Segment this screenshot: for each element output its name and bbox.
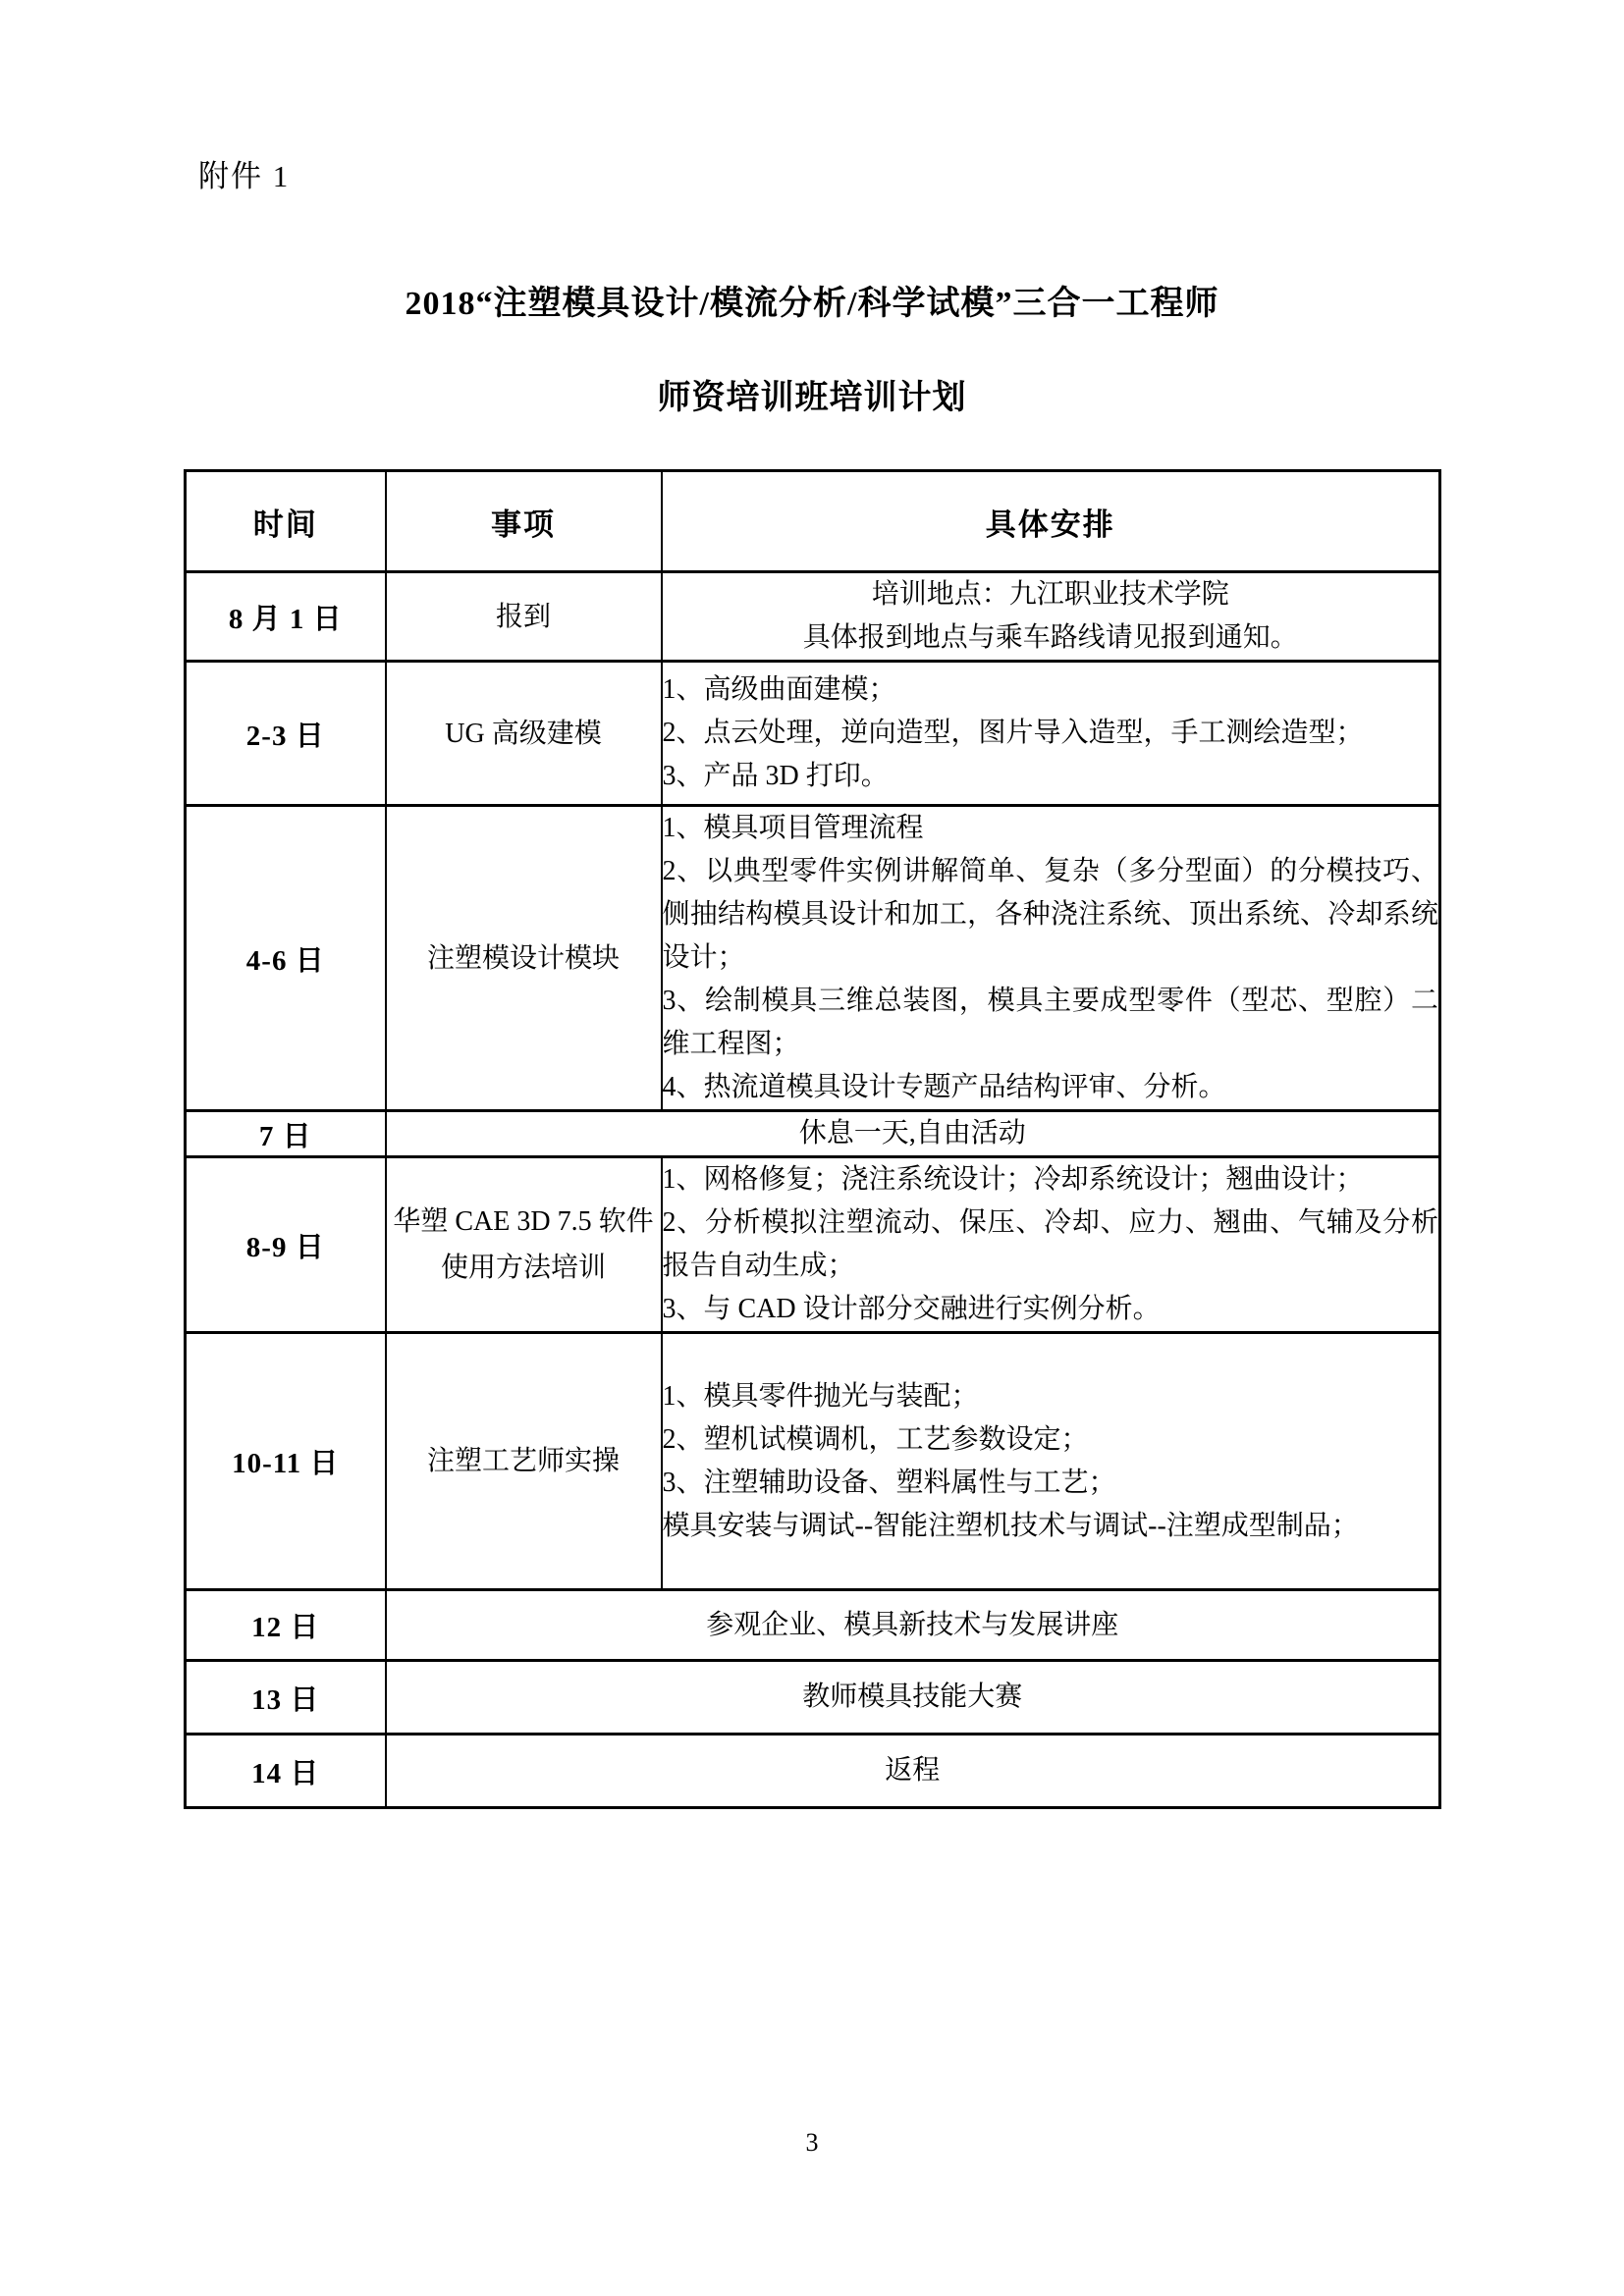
details-cell xyxy=(662,572,1440,662)
detail-line: 1、高级曲面建模； xyxy=(662,674,896,705)
detail-line: 3、与 CAD 设计部分交融进行实例分析。 xyxy=(662,1294,1161,1324)
detail-line: 返程 xyxy=(885,1755,941,1786)
table-body xyxy=(186,572,1440,1808)
item-cell: UG 高级建模 xyxy=(386,662,662,806)
table-row xyxy=(186,662,1440,806)
detail-line: 2、分析模拟注塑流动、保压、冷却、应力、翘曲、气辅及分析报告自动生成； xyxy=(662,1207,1438,1281)
time-cell: 12 日 xyxy=(186,1590,386,1661)
document-title-line2: 师资培训班培训计划 xyxy=(657,380,967,416)
page-number: 3 xyxy=(805,2128,819,2157)
table-row xyxy=(186,1333,1440,1590)
table-header-row xyxy=(186,471,1440,572)
detail-line: 4、热流道模具设计专题产品结构评审、分析。 xyxy=(662,1072,1226,1102)
table-row xyxy=(186,1590,1440,1661)
item-cell: 华塑 CAE 3D 7.5 软件使用方法培训 xyxy=(386,1157,662,1333)
item-cell: 报到 xyxy=(386,572,662,662)
time-cell: 2-3 日 xyxy=(186,662,386,806)
item-cell: 注塑工艺师实操 xyxy=(386,1333,662,1590)
detail-line: 1、模具项目管理流程 xyxy=(662,813,924,843)
details-cell xyxy=(386,1111,1440,1157)
table-header-time: 时间 xyxy=(186,471,386,572)
table-header-details: 具体安排 xyxy=(662,471,1440,572)
detail-line: 1、模具零件抛光与装配； xyxy=(662,1380,979,1412)
detail-line: 休息一天,自由活动 xyxy=(798,1118,1026,1148)
table-row xyxy=(186,806,1440,1111)
table-row xyxy=(186,1157,1440,1333)
details-cell xyxy=(386,1661,1440,1735)
details-cell xyxy=(662,806,1440,1111)
details-cell xyxy=(662,662,1440,806)
detail-line: 3、绘制模具三维总装图，模具主要成型零件（型芯、型腔）二维工程图； xyxy=(662,986,1438,1059)
time-cell: 13 日 xyxy=(186,1661,386,1735)
detail-line: 模具安装与调试--智能注塑机技术与调试--注塑成型制品； xyxy=(662,1510,1359,1541)
table-row xyxy=(186,1735,1440,1808)
attachment-label: 附件 1 xyxy=(198,159,291,193)
detail-line: 教师模具技能大赛 xyxy=(802,1682,1023,1712)
time-cell: 7 日 xyxy=(186,1111,386,1157)
time-cell: 4-6 日 xyxy=(186,806,386,1111)
detail-line: 3、产品 3D 打印。 xyxy=(662,761,889,791)
table-row xyxy=(186,1661,1440,1735)
details-cell xyxy=(662,1333,1440,1590)
detail-line: 参观企业、模具新技术与发展讲座 xyxy=(706,1609,1119,1640)
detail-line: 培训地点：九江职业技术学院 xyxy=(871,579,1229,610)
table-row xyxy=(186,1111,1440,1157)
details-cell xyxy=(386,1735,1440,1808)
detail-line: 1、网格修复；浇注系统设计；冷却系统设计；翘曲设计； xyxy=(662,1164,1364,1195)
table-header-item: 事项 xyxy=(386,471,662,572)
detail-line: 具体报到地点与乘车路线请见报到通知。 xyxy=(802,622,1298,653)
time-cell: 14 日 xyxy=(186,1735,386,1808)
time-cell: 8 月 1 日 xyxy=(186,572,386,662)
detail-line: 3、注塑辅助设备、塑料属性与工艺； xyxy=(662,1467,1116,1498)
detail-line: 2、塑机试模调机，工艺参数设定； xyxy=(662,1423,1089,1455)
document-title-line1: 2018“注塑模具设计/模流分析/科学试模”三合一工程师 xyxy=(405,286,1219,322)
detail-line: 2、以典型零件实例讲解简单、复杂（多分型面）的分模技巧、侧抽结构模具设计和加工，各种浇注系统、顶出系统、冷却系统设计； xyxy=(662,856,1438,973)
time-cell: 10-11 日 xyxy=(186,1333,386,1590)
training-schedule-table xyxy=(184,469,1441,1809)
table-row xyxy=(186,572,1440,662)
detail-line: 2、点云处理，逆向造型，图片导入造型，手工测绘造型； xyxy=(662,718,1364,748)
time-cell: 8-9 日 xyxy=(186,1157,386,1333)
details-cell xyxy=(662,1157,1440,1333)
details-cell xyxy=(386,1590,1440,1661)
item-cell: 注塑模设计模块 xyxy=(386,806,662,1111)
